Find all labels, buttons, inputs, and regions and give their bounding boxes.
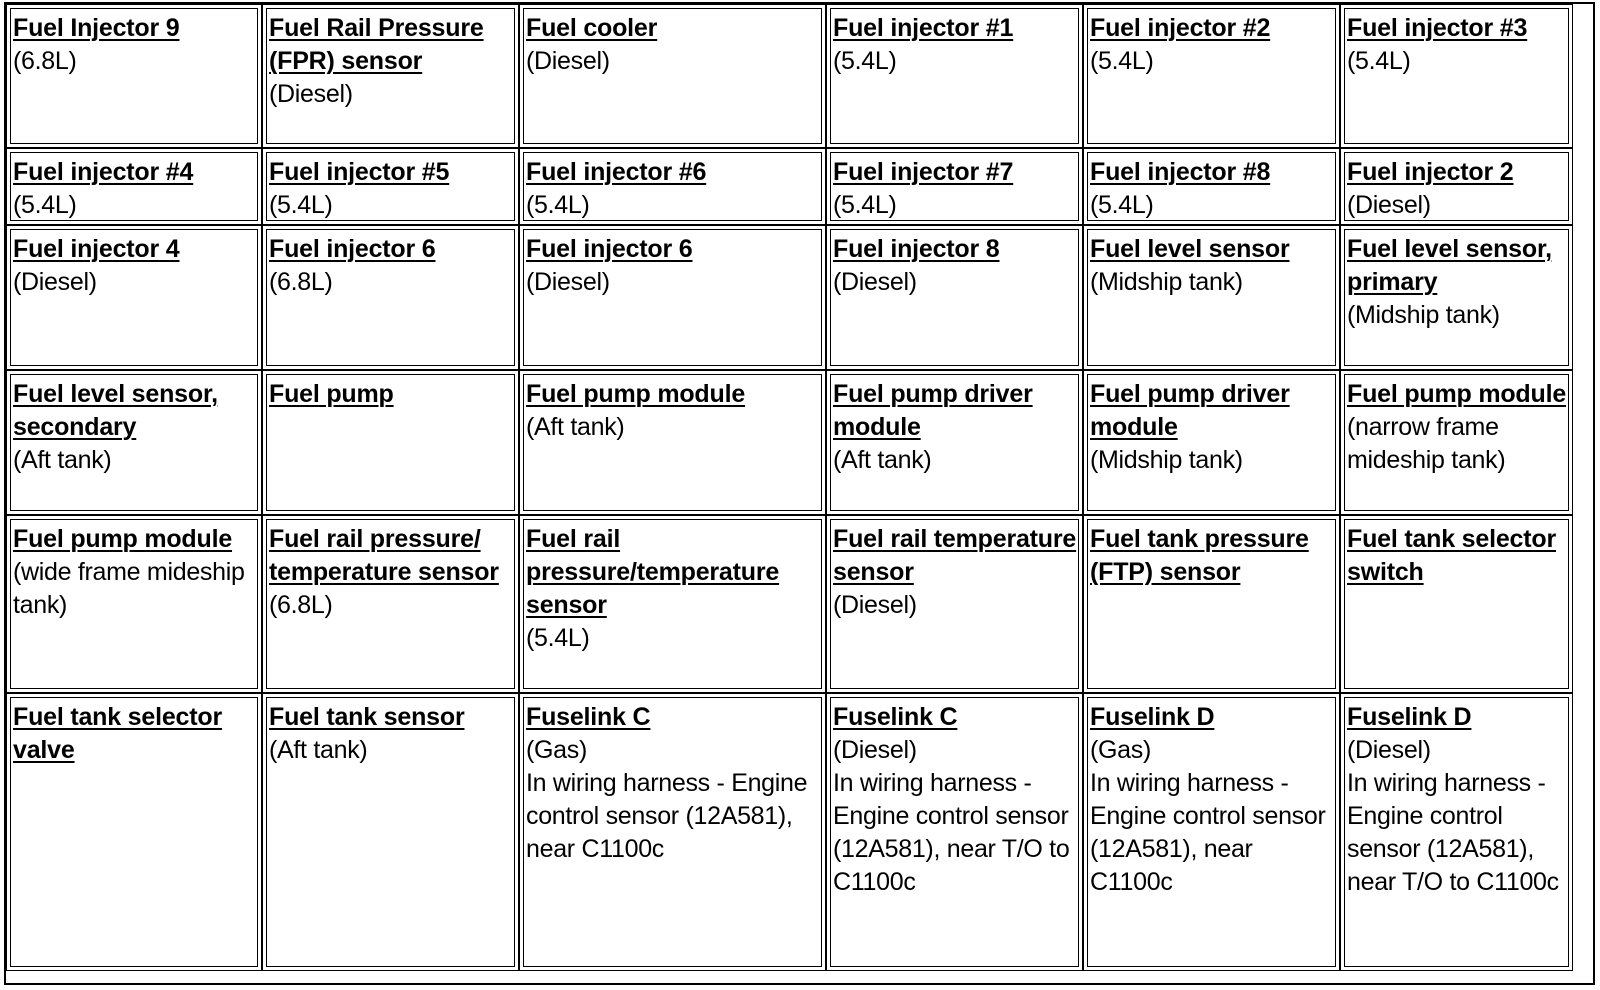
- table-cell: [262, 225, 519, 370]
- component-link[interactable]: Fuel tank selector valve: [13, 703, 222, 764]
- component-link[interactable]: Fuel Injector 9: [13, 14, 180, 42]
- component-link[interactable]: Fuel rail pressure/ temperature sensor: [269, 525, 499, 586]
- component-detail: (Midship tank): [1090, 446, 1243, 474]
- component-detail: (Aft tank): [833, 446, 932, 474]
- component-detail: (Diesel) In wiring harness - Engine control sensor (12A581), near T/O to C1100c: [1347, 736, 1559, 896]
- table-cell: [262, 693, 519, 971]
- component-link[interactable]: Fuselink C: [833, 703, 958, 731]
- component-link[interactable]: Fuel injector #4: [13, 158, 194, 186]
- component-link[interactable]: Fuel injector #2: [1090, 14, 1271, 42]
- component-link[interactable]: Fuel pump module: [526, 380, 746, 408]
- table-cell: [519, 225, 826, 370]
- table-cell: [1340, 225, 1573, 370]
- component-detail: (5.4L): [833, 191, 897, 219]
- table-cell: [1083, 515, 1340, 693]
- table-cell: [826, 515, 1083, 693]
- table-cell: [6, 4, 262, 148]
- table-cell: [1083, 225, 1340, 370]
- table-cell: [826, 148, 1083, 225]
- component-detail: (Diesel): [526, 268, 610, 296]
- table-cell: [826, 693, 1083, 971]
- component-link[interactable]: Fuel injector 8: [833, 235, 1000, 263]
- component-detail: (wide frame mideship tank): [13, 558, 245, 619]
- component-detail: (5.4L): [13, 191, 77, 219]
- component-detail: (5.4L): [269, 191, 333, 219]
- table-cell: [6, 370, 262, 515]
- table-cell: [826, 225, 1083, 370]
- table-cell: [262, 148, 519, 225]
- component-link[interactable]: Fuel tank sensor: [269, 703, 465, 731]
- component-detail: (narrow frame mideship tank): [1347, 413, 1506, 474]
- component-link[interactable]: Fuel pump module: [1347, 380, 1567, 408]
- table-cell: [1340, 148, 1573, 225]
- table-cell: [262, 370, 519, 515]
- component-link[interactable]: Fuel pump driver module: [833, 380, 1033, 441]
- component-detail: (5.4L): [526, 191, 590, 219]
- table-cell: [519, 4, 826, 148]
- component-detail: (Gas) In wiring harness - Engine control sensor (12A581), near C1100c: [526, 736, 808, 863]
- table-cell: [826, 370, 1083, 515]
- component-link[interactable]: Fuel injector #3: [1347, 14, 1528, 42]
- table-cell: [262, 515, 519, 693]
- component-detail: (Diesel) In wiring harness - Engine control sensor (12A581), near T/O to C1100c: [833, 736, 1070, 896]
- component-detail: (Aft tank): [269, 736, 368, 764]
- component-link[interactable]: Fuselink C: [526, 703, 651, 731]
- component-link[interactable]: Fuel injector #5: [269, 158, 450, 186]
- component-detail: (Diesel): [269, 80, 353, 108]
- table-cell: [1340, 515, 1573, 693]
- table-cell: [1340, 4, 1573, 148]
- component-link[interactable]: Fuel cooler: [526, 14, 658, 42]
- component-link[interactable]: Fuselink D: [1347, 703, 1472, 731]
- table-cell: [1340, 693, 1573, 971]
- component-link[interactable]: Fuel injector #6: [526, 158, 707, 186]
- table-cell: [6, 515, 262, 693]
- component-detail: (Midship tank): [1347, 301, 1500, 329]
- component-link[interactable]: Fuel Rail Pressure (FPR) sensor: [269, 14, 484, 75]
- table-cell: [1083, 370, 1340, 515]
- component-detail: (Midship tank): [1090, 268, 1243, 296]
- component-detail: (5.4L): [1347, 47, 1411, 75]
- table-cell: [1340, 370, 1573, 515]
- table-cell: [6, 693, 262, 971]
- component-detail: (6.8L): [13, 47, 77, 75]
- table-cell: [262, 4, 519, 148]
- component-link[interactable]: Fuselink D: [1090, 703, 1215, 731]
- component-link[interactable]: Fuel injector #7: [833, 158, 1014, 186]
- table-cell: [519, 515, 826, 693]
- component-detail: (Diesel): [833, 591, 917, 619]
- component-detail: (Diesel): [1347, 191, 1431, 219]
- component-link[interactable]: Fuel level sensor: [1090, 235, 1290, 263]
- component-detail: (Aft tank): [13, 446, 112, 474]
- component-detail: (6.8L): [269, 268, 333, 296]
- table-cell: [519, 370, 826, 515]
- component-link[interactable]: Fuel level sensor, secondary: [13, 380, 218, 441]
- table-cell: [519, 693, 826, 971]
- component-link[interactable]: Fuel injector 6: [269, 235, 436, 263]
- component-detail: (Diesel): [526, 47, 610, 75]
- component-detail: (6.8L): [269, 591, 333, 619]
- table-cell: [6, 225, 262, 370]
- table-cell: [6, 148, 262, 225]
- component-link[interactable]: Fuel tank pressure (FTP) sensor: [1090, 525, 1309, 586]
- component-location-table: [4, 2, 1595, 985]
- component-detail: (5.4L): [833, 47, 897, 75]
- component-detail: (Aft tank): [526, 413, 625, 441]
- table-cell: [1083, 4, 1340, 148]
- component-link[interactable]: Fuel pump driver module: [1090, 380, 1290, 441]
- component-link[interactable]: Fuel injector 4: [13, 235, 180, 263]
- component-detail: (Diesel): [833, 268, 917, 296]
- component-detail: (Gas) In wiring harness - Engine control sensor (12A581), near C1100c: [1090, 736, 1326, 896]
- component-link[interactable]: Fuel injector #8: [1090, 158, 1271, 186]
- component-detail: (5.4L): [1090, 191, 1154, 219]
- component-detail: (5.4L): [526, 624, 590, 652]
- table-cell: [519, 148, 826, 225]
- component-detail: (Diesel): [13, 268, 97, 296]
- component-link[interactable]: Fuel injector 6: [526, 235, 693, 263]
- table-cell: [1083, 148, 1340, 225]
- table-cell: [1083, 693, 1340, 971]
- component-link[interactable]: Fuel injector #1: [833, 14, 1014, 42]
- component-link[interactable]: Fuel pump module: [13, 525, 233, 553]
- component-link[interactable]: Fuel pump: [269, 380, 394, 408]
- component-link[interactable]: Fuel injector 2: [1347, 158, 1514, 186]
- component-link[interactable]: Fuel rail pressure/temperature sensor: [526, 525, 780, 619]
- component-link[interactable]: Fuel tank selector switch: [1347, 525, 1556, 586]
- component-detail: (5.4L): [1090, 47, 1154, 75]
- table-cell: [826, 4, 1083, 148]
- component-link[interactable]: Fuel rail temperature sensor: [833, 525, 1077, 586]
- component-link[interactable]: Fuel level sensor, primary: [1347, 235, 1552, 296]
